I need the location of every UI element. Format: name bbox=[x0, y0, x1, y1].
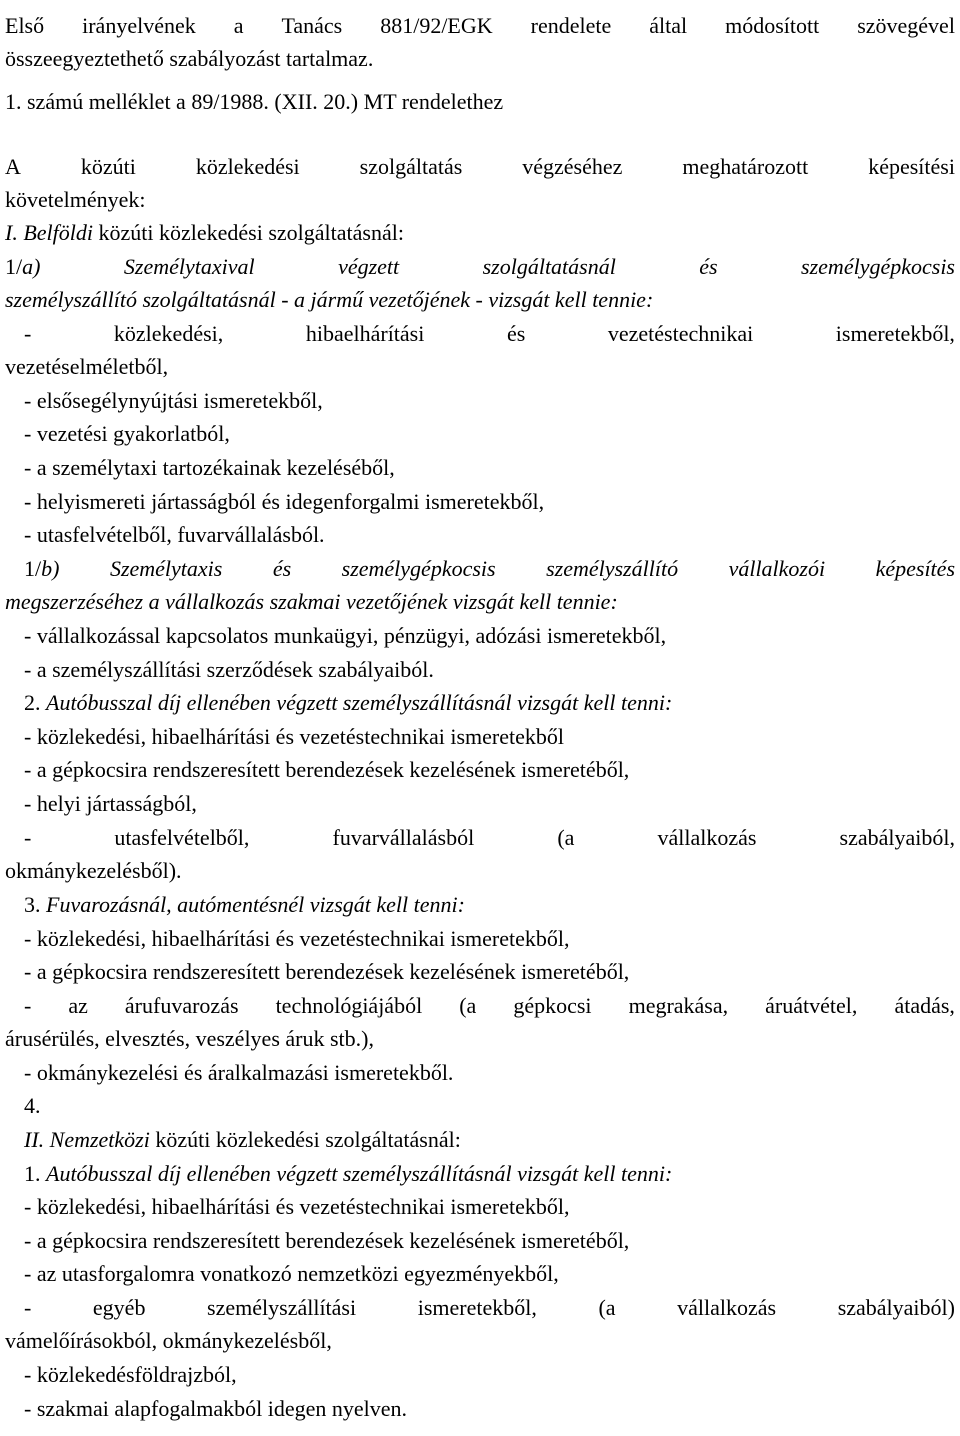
document-line: 2. Autóbusszal díj ellenében végzett személyszállításnál vizsgát kell tenni: bbox=[24, 690, 673, 715]
document-line: 1/b) Személytaxis és személygépkocsis személyszállító vállalkozói képesítés bbox=[24, 556, 955, 581]
document-line: - közlekedésföldrajzból, bbox=[24, 1362, 237, 1387]
document-line: - közlekedési, hibaelhárítási és vezetéstechnikai ismeretekből, bbox=[24, 321, 955, 346]
document-line: - utasfelvételből, fuvarvállalásból. bbox=[24, 522, 325, 547]
document-line: - a gépkocsira rendszeresített berendezések kezelésének ismeretéből, bbox=[24, 757, 630, 782]
document-line: 1/a) Személytaxival végzett szolgáltatásnál és személygépkocsis bbox=[5, 254, 955, 279]
document-line: - helyismereti jártasságból és idegenforgalmi ismeretekből, bbox=[24, 489, 545, 514]
document-line: - helyi jártasságból, bbox=[24, 791, 197, 816]
document-line: - elsősegélynyújtási ismeretekből, bbox=[24, 388, 323, 413]
document-line: - közlekedési, hibaelhárítási és vezetéstechnikai ismeretekből, bbox=[24, 926, 570, 951]
document-line: árusérülés, elvesztés, veszélyes áruk stb.), bbox=[5, 1026, 374, 1051]
document-line: - egyéb személyszállítási ismeretekből, (a vállalkozás szabályaiból) bbox=[24, 1295, 955, 1320]
document-line: - a gépkocsira rendszeresített berendezések kezelésének ismeretéből, bbox=[24, 1228, 630, 1253]
document-line: követelmények: bbox=[5, 187, 146, 212]
document-line: - szakmai alapfogalmakból idegen nyelven. bbox=[24, 1396, 408, 1421]
document-line: - vezetési gyakorlatból, bbox=[24, 421, 230, 446]
document-line: megszerzéséhez a vállalkozás szakmai vezetőjének vizsgát kell tennie: bbox=[5, 589, 618, 614]
document-line: - az utasforgalomra vonatkozó nemzetközi egyezményekből, bbox=[24, 1261, 559, 1286]
document-line: 4. bbox=[24, 1093, 41, 1118]
document-line: vezetéselméletből, bbox=[5, 354, 169, 379]
document-line: Első irányelvének a Tanács 881/92/EGK rendelete által módosított szövegével bbox=[5, 13, 955, 38]
document-line: - közlekedési, hibaelhárítási és vezetéstechnikai ismeretekből bbox=[24, 724, 564, 749]
document-line: vámelőírásokból, okmánykezelésből, bbox=[5, 1328, 332, 1353]
document-line: személyszállító szolgáltatásnál - a jármű vezetőjének - vizsgát kell tennie: bbox=[5, 287, 654, 312]
document-line: - az árufuvarozás technológiájából (a gépkocsi megrakása, áruátvétel, átadás, bbox=[24, 993, 955, 1018]
document-line: - közlekedési, hibaelhárítási és vezetéstechnikai ismeretekből, bbox=[24, 1194, 570, 1219]
document-line: 1. Autóbusszal díj ellenében végzett személyszállításnál vizsgát kell tenni: bbox=[24, 1161, 673, 1186]
document-line: okmánykezelésből). bbox=[5, 858, 182, 883]
document-line: - vállalkozással kapcsolatos munkaügyi, pénzügyi, adózási ismeretekből, bbox=[24, 623, 667, 648]
document-line: - utasfelvételből, fuvarvállalásból (a vállalkozás szabályaiból, bbox=[24, 825, 955, 850]
document-line: - okmánykezelési és áralkalmazási ismeretekből. bbox=[24, 1060, 454, 1085]
document-line: I. Belföldi közúti közlekedési szolgáltatásnál: bbox=[5, 220, 404, 245]
document-line: II. Nemzetközi közúti közlekedési szolgáltatásnál: bbox=[24, 1127, 461, 1152]
document-line: 3. Fuvarozásnál, autómentésnél vizsgát kell tenni: bbox=[24, 892, 465, 917]
document-line: összeegyeztethető szabályozást tartalmaz. bbox=[5, 46, 374, 71]
document-line: 1. számú melléklet a 89/1988. (XII. 20.) MT rendelethez bbox=[5, 89, 504, 114]
document-line: - a gépkocsira rendszeresített berendezések kezelésének ismeretéből, bbox=[24, 959, 630, 984]
document-line: A közúti közlekedési szolgáltatás végzéséhez meghatározott képesítési bbox=[5, 154, 955, 179]
document-line: - a személytaxi tartozékainak kezeléséből, bbox=[24, 455, 395, 480]
document-line: - a személyszállítási szerződések szabályaiból. bbox=[24, 657, 434, 682]
